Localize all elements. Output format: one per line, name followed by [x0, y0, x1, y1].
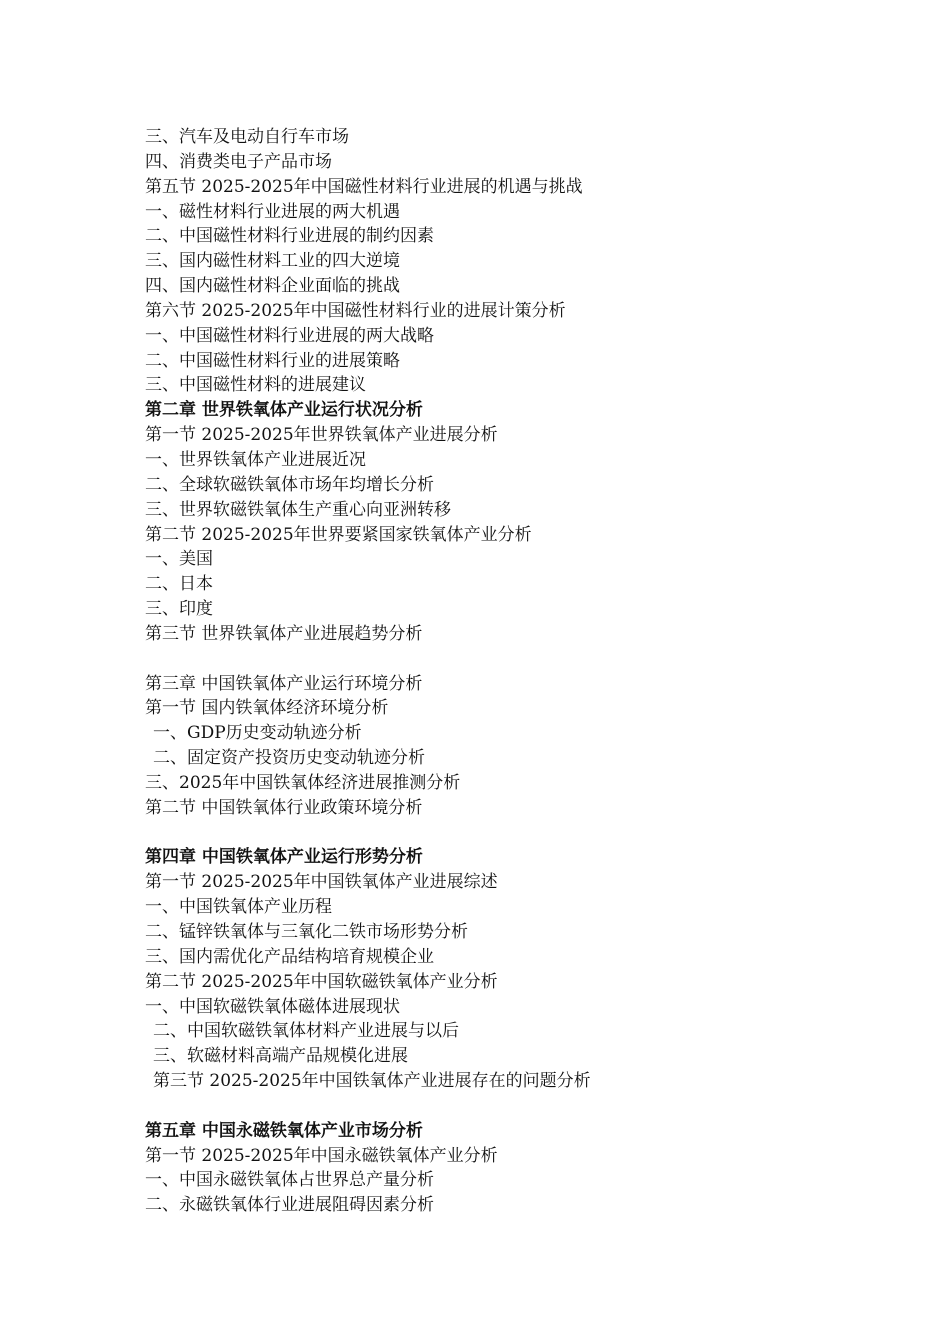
toc-section: 第三节 世界铁氧体产业进展趋势分析 [145, 623, 423, 644]
toc-item: 三、2025年中国铁氧体经济进展推测分析 [145, 772, 461, 793]
toc-item: 二、固定资产投资历史变动轨迹分析 [153, 748, 425, 769]
toc-chapter: 第四章 中国铁氧体产业运行形势分析 [145, 847, 423, 868]
toc-section: 第五节 2025-2025年中国磁性材料行业进展的机遇与挑战 [145, 176, 583, 197]
toc-section: 第二节 2025-2025年中国软磁铁氧体产业分析 [145, 971, 498, 992]
toc-blank-line [0, 821, 950, 846]
toc-section: 第一节 国内铁氧体经济环境分析 [145, 698, 389, 719]
toc-item: 四、国内磁性材料企业面临的挑战 [145, 276, 400, 297]
toc-item: 一、中国磁性材料行业进展的两大战略 [145, 325, 434, 346]
toc-item: 三、汽车及电动自行车市场 [145, 127, 349, 147]
table-of-contents [0, 125, 950, 1218]
toc-section: 第一节 2025-2025年中国铁氧体产业进展综述 [145, 872, 498, 893]
toc-item: 二、中国磁性材料行业的进展策略 [145, 350, 400, 371]
toc-item: 一、磁性材料行业进展的两大机遇 [145, 201, 400, 222]
toc-chapter: 第三章 中国铁氧体产业运行环境分析 [145, 673, 423, 694]
toc-chapter: 第五章 中国永磁铁氧体产业市场分析 [145, 1120, 423, 1141]
toc-item: 三、国内需优化产品结构培育规模企业 [145, 946, 434, 967]
toc-section: 第六节 2025-2025年中国磁性材料行业的进展计策分析 [145, 300, 566, 321]
toc-item: 三、中国磁性材料的进展建议 [145, 375, 366, 396]
toc-item: 三、国内磁性材料工业的四大逆境 [145, 251, 400, 272]
toc-section: 第三节 2025-2025年中国铁氧体产业进展存在的问题分析 [153, 1071, 591, 1092]
toc-section: 第一节 2025-2025年世界铁氧体产业进展分析 [145, 425, 498, 446]
toc-item: 三、软磁材料高端产品规模化进展 [153, 1046, 408, 1067]
toc-item: 一、中国永磁铁氧体占世界总产量分析 [145, 1170, 434, 1191]
toc-item: 三、世界软磁铁氧体生产重心向亚洲转移 [145, 499, 451, 520]
toc-blank-line [0, 647, 950, 672]
toc-item: 三、印度 [145, 599, 213, 620]
toc-section: 第二节 2025-2025年世界要紧国家铁氧体产业分析 [145, 524, 532, 545]
toc-item: 一、GDP历史变动轨迹分析 [153, 723, 362, 744]
toc-item: 二、中国磁性材料行业进展的制约因素 [145, 226, 434, 247]
toc-item: 二、中国软磁铁氧体材料产业进展与以后 [153, 1021, 459, 1042]
toc-item: 一、世界铁氧体产业进展近况 [145, 449, 366, 470]
toc-section: 第一节 2025-2025年中国永磁铁氧体产业分析 [145, 1145, 498, 1166]
toc-item: 二、日本 [145, 574, 213, 595]
toc-item: 一、中国软磁铁氧体磁体进展现状 [145, 996, 400, 1017]
toc-chapter: 第二章 世界铁氧体产业运行状况分析 [145, 400, 423, 421]
toc-item: 一、中国铁氧体产业历程 [145, 897, 332, 918]
toc-item: 二、永磁铁氧体行业进展阻碍因素分析 [145, 1195, 434, 1216]
toc-item: 二、锰锌铁氧体与三氧化二铁市场形势分析 [145, 922, 468, 942]
toc-item: 一、美国 [145, 549, 213, 570]
toc-item: 二、全球软磁铁氧体市场年均增长分析 [145, 474, 434, 495]
toc-item: 四、消费类电子产品市场 [145, 151, 332, 172]
toc-section: 第二节 中国铁氧体行业政策环境分析 [145, 797, 423, 818]
toc-blank-line [0, 1094, 950, 1119]
